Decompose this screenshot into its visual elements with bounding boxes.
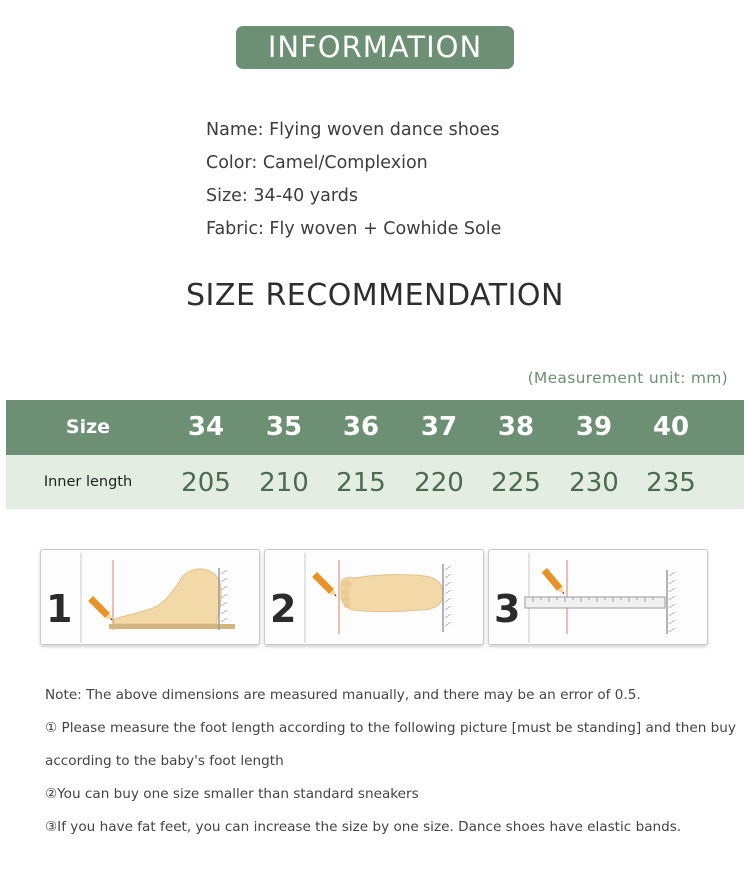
step-3-panel [488,549,708,645]
measurement-unit-note: (Measurement unit: mm) [527,369,728,387]
product-info-list [206,117,501,249]
foot-side-pencil-icon [41,550,261,646]
note-size-smaller: ②You can buy one size smaller than standard sneakers [45,786,419,802]
size-table [6,400,744,509]
note-measure-instruction: ① Please measure the foot length according to the following picture [must be standing] and then buy [45,720,736,736]
size-header-label: Size [65,416,111,438]
size-cell: 39 [575,412,613,442]
step-2-panel [264,549,484,645]
inner-length-row [6,455,744,509]
size-recommendation-title: SIZE RECOMMENDATION [186,278,564,313]
inner-length-cell: 220 [414,468,464,498]
step-1-panel [40,549,260,645]
size-cell: 37 [420,412,458,442]
product-size-line: Size: 34-40 yards [206,186,358,206]
product-fabric-line: Fabric: Fly woven + Cowhide Sole [206,219,502,239]
size-cell: 35 [265,412,303,442]
size-cell: 36 [342,412,380,442]
measurement-steps [34,549,714,647]
size-cell: 34 [187,412,225,442]
inner-length-cell: 210 [259,468,309,498]
step-number: 1 [46,587,73,631]
note-error-margin: Note: The above dimensions are measured manually, and there may be an error of 0.5. [45,687,641,703]
inner-length-cell: 230 [569,468,619,498]
step-number: 2 [270,587,297,631]
step-number: 3 [494,587,521,631]
inner-length-cell: 205 [181,468,231,498]
product-name-line: Name: Flying woven dance shoes [206,120,500,140]
size-cell: 38 [497,412,535,442]
information-badge: INFORMATION [236,26,514,69]
product-color-line: Color: Camel/Complexion [206,153,428,173]
note-measure-instruction-cont: according to the baby's foot length [45,753,284,769]
notes-section [45,684,735,849]
ruler-pencil-icon [489,550,709,646]
inner-length-cell: 215 [336,468,386,498]
inner-length-cell: 235 [646,468,696,498]
inner-length-label: Inner length [43,474,133,490]
size-cell: 40 [652,412,690,442]
foot-top-pencil-icon [265,550,485,646]
inner-length-cell: 225 [491,468,541,498]
size-table-header-row [6,400,744,455]
note-fat-feet: ③If you have fat feet, you can increase the size by one size. Dance shoes have elastic bands. [45,819,682,835]
